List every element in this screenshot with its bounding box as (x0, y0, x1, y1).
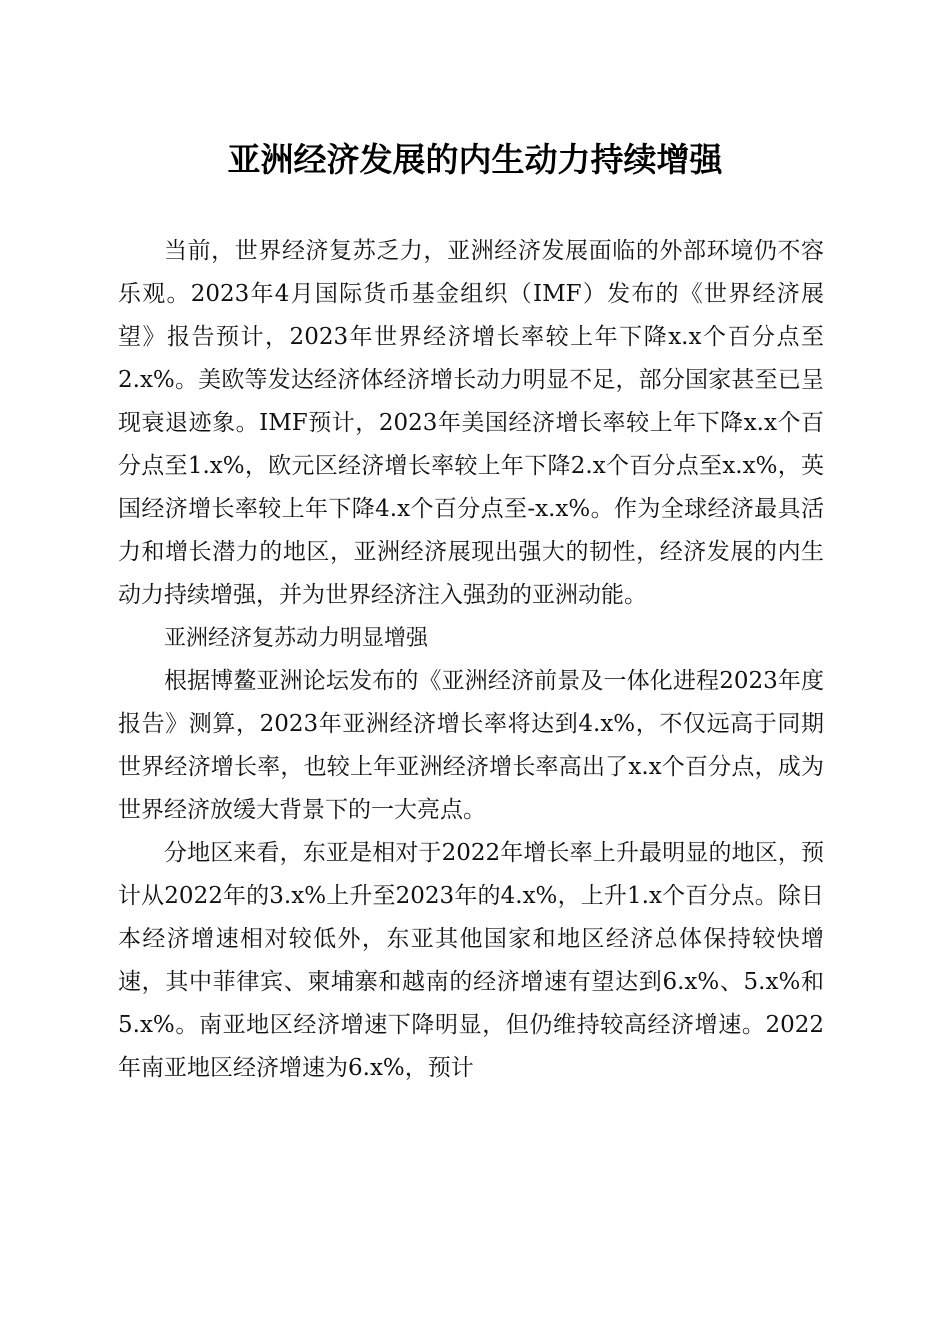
document-title: 亚洲经济发展的内生动力持续增强 (227, 140, 723, 179)
section-heading: 亚洲经济复苏动力明显增强 (164, 626, 429, 651)
paragraph-regional: 分地区来看，东亚是相对于2022年增长率上升最明显的地区，预计从2022年的3.x%上升至2023年的4.x%，上升1.x个百分点。除日本经济增速相对较低外，东亚其他国家和地区经济总体保持较快增速，其中菲律宾、柬埔寨和越南的经济增速有望达到6.x%、5.x%和5.x%。南亚地区经济增速下降明显，但仍维持较高经济增速。2022年南亚地区经济增速为6.x%，预计 (118, 840, 824, 1081)
document-body (118, 230, 824, 1090)
paragraph-forecast: 根据博鳌亚洲论坛发布的《亚洲经济前景及一体化进程2023年度报告》测算，2023年亚洲经济增长率将达到4.x%，不仅远高于同期世界经济增长率，也较上年亚洲经济增长率高出了x.x个百分点，成为世界经济放缓大背景下的一大亮点。 (118, 668, 824, 823)
paragraph-intro: 当前，世界经济复苏乏力，亚洲经济发展面临的外部环境仍不容乐观。2023年4月国际货币基金组织（IMF）发布的《世界经济展望》报告预计，2023年世界经济增长率较上年下降x.x个百分点至2.x%。美欧等发达经济体经济增长动力明显不足，部分国家甚至已呈现衰退迹象。IMF预计，2023年美国经济增长率较上年下降x.x个百分点至1.x%，欧元区经济增长率较上年下降2.x个百分点至x.x%，英国经济增长率较上年下降4.x个百分点至-x.x%。作为全球经济最具活力和增长潜力的地区，亚洲经济展现出强大的韧性，经济发展的内生动力持续增强，并为世界经济注入强劲的亚洲动能。 (118, 238, 824, 608)
